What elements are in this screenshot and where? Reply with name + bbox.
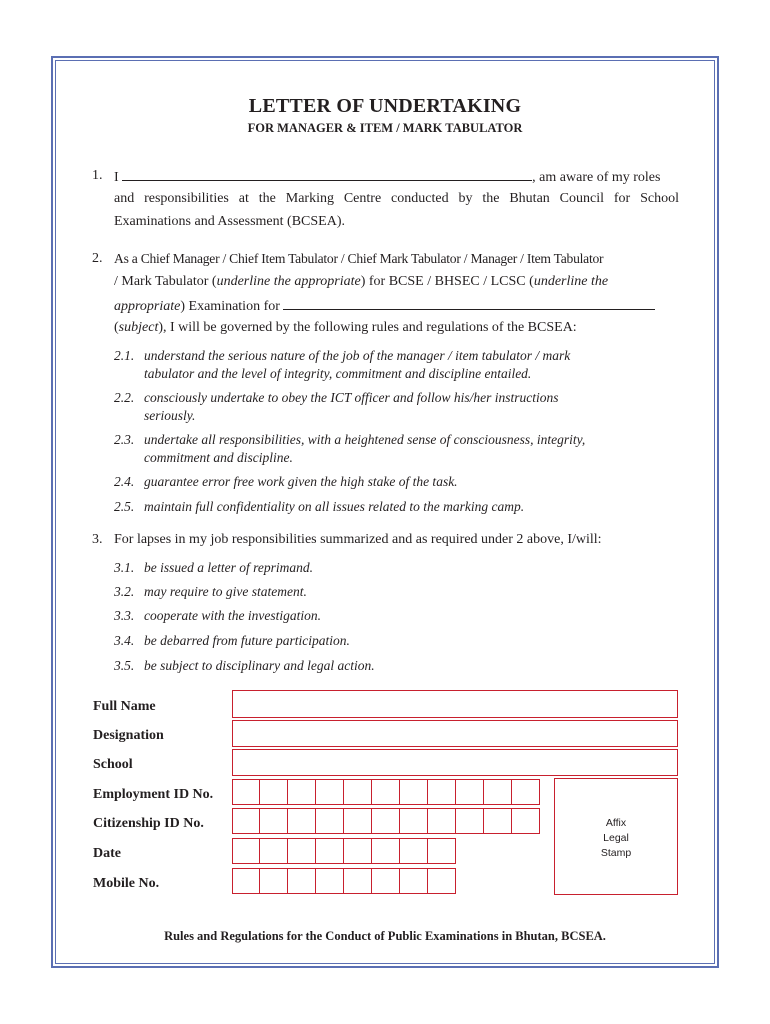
rule-text: may require to give statement. (144, 584, 307, 599)
rule-number: 2.5. (114, 499, 135, 514)
rule-2-1 (114, 348, 570, 364)
id-digit-box[interactable] (400, 779, 428, 805)
mobile-digit-box[interactable] (372, 868, 400, 894)
cid-digit-box[interactable] (316, 808, 344, 834)
id-digit-box[interactable] (456, 779, 484, 805)
mobile-digit-box[interactable] (400, 868, 428, 894)
id-digit-box[interactable] (288, 779, 316, 805)
mobile-digit-box[interactable] (428, 868, 456, 894)
item-2-line-4 (114, 320, 577, 336)
id-digit-box[interactable] (260, 779, 288, 805)
employment-id-label: Employment ID No. (93, 787, 214, 802)
cid-digit-box[interactable] (484, 808, 512, 834)
rule-text: be debarred from future participation. (144, 633, 350, 648)
id-digit-box[interactable] (484, 779, 512, 805)
item-3-number: 3. (92, 532, 103, 547)
cid-digit-box[interactable] (428, 808, 456, 834)
id-digit-box[interactable] (232, 779, 260, 805)
school-label: School (93, 757, 133, 772)
rule-text: guarantee error free work given the high stake of the task. (144, 474, 458, 489)
citizenship-id-field[interactable] (232, 808, 540, 834)
mobile-digit-box[interactable] (260, 868, 288, 894)
item-2-line-2-a: / Mark Tabulator ( (114, 274, 217, 289)
designation-field[interactable] (232, 720, 678, 747)
cid-digit-box[interactable] (512, 808, 540, 834)
rule-number: 2.4. (114, 474, 135, 489)
mobile-field[interactable] (232, 868, 456, 894)
item-2-line-3-b: ) Examination for (180, 299, 280, 314)
stamp-text-3: Stamp (600, 847, 632, 859)
rule-2-4 (114, 474, 458, 490)
cid-digit-box[interactable] (372, 808, 400, 834)
name-blank-line[interactable] (122, 168, 532, 181)
rule-text: cooperate with the investigation. (144, 608, 321, 623)
rule-number: 3.1. (114, 560, 135, 575)
consequence-3-3 (114, 608, 321, 624)
document-subtitle: FOR MANAGER & ITEM / MARK TABULATOR (247, 121, 523, 135)
cid-digit-box[interactable] (456, 808, 484, 834)
id-digit-box[interactable] (316, 779, 344, 805)
date-digit-box[interactable] (260, 838, 288, 864)
mobile-digit-box[interactable] (288, 868, 316, 894)
underline-instruction-2a: underline the (533, 274, 609, 289)
rule-text: understand the serious nature of the job of the manager / item tabulator / mark (144, 348, 571, 363)
rule-text: be issued a letter of reprimand. (144, 560, 313, 575)
full-name-label: Full Name (93, 699, 156, 714)
id-digit-box[interactable] (428, 779, 456, 805)
cid-digit-box[interactable] (232, 808, 260, 834)
item-2-line-1: As a Chief Manager / Chief Item Tabulator / Chief Mark Tabulator / Manager / Item Tabulator (114, 251, 604, 266)
mobile-digit-box[interactable] (344, 868, 372, 894)
rule-number: 3.2. (114, 584, 135, 599)
employment-id-field[interactable] (232, 779, 540, 805)
item-1-line-2: and responsibilities at the Marking Centre conducted by the Bhutan Council for School (114, 191, 679, 206)
mobile-digit-box[interactable] (232, 868, 260, 894)
rule-number: 3.3. (114, 608, 135, 623)
rule-number: 2.1. (114, 348, 135, 363)
rule-number: 3.4. (114, 633, 135, 648)
item-3-line-1: For lapses in my job responsibilities summarized and as required under 2 above, I/will: (114, 532, 602, 547)
date-digit-box[interactable] (372, 838, 400, 864)
rule-text: maintain full confidentiality on all issues related to the marking camp. (144, 499, 525, 514)
date-label: Date (93, 846, 121, 861)
date-field[interactable] (232, 838, 456, 864)
subject-label: subject (118, 320, 159, 335)
item-1-line-1-end: , am aware of my roles (532, 170, 661, 185)
document-title: LETTER OF UNDERTAKING (248, 95, 522, 117)
date-digit-box[interactable] (400, 838, 428, 864)
rule-2-1-cont: tabulator and the level of integrity, commitment and discipline entailed. (144, 366, 532, 381)
consequence-3-2 (114, 584, 307, 600)
full-name-field[interactable] (232, 690, 678, 718)
rule-2-5 (114, 499, 524, 515)
school-field[interactable] (232, 749, 678, 776)
rule-text: undertake all responsibilities, with a heightened sense of consciousness, integrity, (144, 432, 586, 447)
date-digit-box[interactable] (288, 838, 316, 864)
item-2-line-4-a: ( (114, 320, 119, 335)
consequence-3-5 (114, 658, 375, 674)
rule-2-2 (114, 390, 558, 406)
cid-digit-box[interactable] (260, 808, 288, 834)
date-digit-box[interactable] (344, 838, 372, 864)
item-1-pronoun: I (114, 170, 119, 185)
examination-blank-line[interactable] (283, 297, 655, 310)
date-digit-box[interactable] (428, 838, 456, 864)
consequence-3-4 (114, 633, 350, 649)
rule-2-2-cont: seriously. (144, 408, 196, 423)
rule-text: consciously undertake to obey the ICT officer and follow his/her instructions (144, 390, 559, 405)
id-digit-box[interactable] (344, 779, 372, 805)
stamp-text-2: Legal (603, 832, 629, 844)
date-digit-box[interactable] (316, 838, 344, 864)
underline-instruction-1: underline the appropriate (216, 274, 361, 289)
mobile-digit-box[interactable] (316, 868, 344, 894)
id-digit-box[interactable] (512, 779, 540, 805)
item-1-line-3: Examinations and Assessment (BCSEA). (114, 214, 345, 229)
item-2-line-4-c: ), I will be governed by the following rules and regulations of the BCSEA: (158, 320, 577, 335)
legal-stamp-box (554, 778, 678, 895)
item-2-line-2-c: ) for BCSE / BHSEC / LCSC ( (360, 274, 534, 289)
item-2-line-2 (114, 274, 608, 290)
rule-2-3 (114, 432, 585, 448)
item-2-number: 2. (92, 251, 103, 266)
cid-digit-box[interactable] (344, 808, 372, 834)
item-1-line-1 (114, 168, 660, 186)
cid-digit-box[interactable] (288, 808, 316, 834)
rule-text: be subject to disciplinary and legal action. (144, 658, 375, 673)
citizenship-id-label: Citizenship ID No. (93, 816, 204, 831)
id-digit-box[interactable] (372, 779, 400, 805)
item-2-line-3 (114, 297, 655, 315)
designation-label: Designation (93, 728, 164, 743)
rule-2-3-cont: commitment and discipline. (144, 450, 293, 465)
item-1-number: 1. (92, 168, 103, 183)
rule-number: 2.2. (114, 390, 135, 405)
mobile-label: Mobile No. (93, 876, 160, 891)
underline-instruction-2b: appropriate (114, 299, 181, 314)
cid-digit-box[interactable] (400, 808, 428, 834)
stamp-text-1: Affix (605, 817, 627, 829)
rule-number: 2.3. (114, 432, 135, 447)
footer-note: Rules and Regulations for the Conduct of Public Examinations in Bhutan, BCSEA. (164, 929, 606, 943)
date-digit-box[interactable] (232, 838, 260, 864)
rule-number: 3.5. (114, 658, 135, 673)
consequence-3-1 (114, 560, 313, 576)
